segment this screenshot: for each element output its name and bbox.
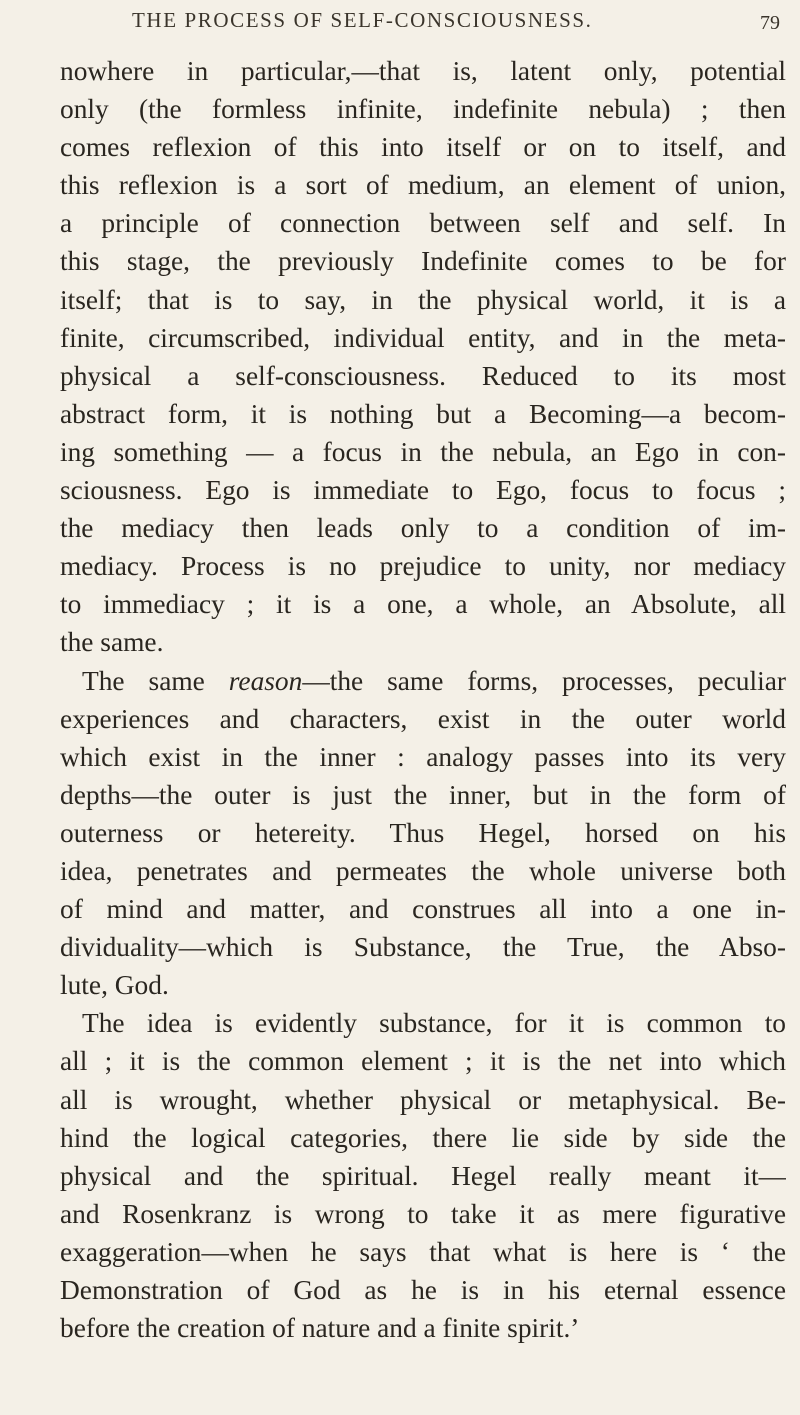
running-title: THE PROCESS OF SELF-CONSCIOUSNESS. <box>132 8 593 32</box>
paragraph <box>60 1004 786 1347</box>
text-line: dividuality—which is Substance, the True, the Abso- <box>60 932 786 963</box>
body-text <box>60 52 786 1347</box>
text-line-first <box>60 662 786 700</box>
text-line: the mediacy then leads only to a condition of im- <box>60 513 786 544</box>
text-line: to immediacy ; it is a one, a whole, an Absolute, all <box>60 589 786 620</box>
text-line: before the creation of nature and a finite spirit.’ <box>60 1313 580 1344</box>
text-run: —the same forms, processes, peculiar <box>302 665 786 696</box>
text-line: of mind and matter, and construes all into a one in- <box>60 894 786 925</box>
text-line: depths—the outer is just the inner, but in the form of <box>60 779 786 810</box>
italic-word: reason <box>228 665 303 696</box>
text-run: The same <box>82 665 229 696</box>
text-line: the same. <box>60 627 164 658</box>
text-line: this reflexion is a sort of medium, an element of union, <box>60 170 786 201</box>
text-line: only (the formless infinite, indefinite nebula) ; then <box>60 94 786 125</box>
text-line: The idea is evidently substance, for it is common to <box>82 1008 786 1039</box>
text-line: a principle of connection between self and self. In <box>60 208 786 239</box>
text-line: itself; that is to say, in the physical world, it is a <box>60 284 786 315</box>
text-line: comes reflexion of this into itself or on to itself, and <box>60 132 786 163</box>
text-line: abstract form, it is nothing but a Becoming—a becom- <box>60 398 786 429</box>
text-line: outerness or hetereity. Thus Hegel, horsed on his <box>60 817 786 848</box>
text-line: all is wrought, whether physical or metaphysical. Be- <box>60 1084 786 1115</box>
text-line: sciousness. Ego is immediate to Ego, focus to focus ; <box>60 475 786 506</box>
paragraph <box>60 52 786 662</box>
text-line: lute, God. <box>60 970 169 1001</box>
text-line: hind the logical categories, there lie side by side the <box>60 1122 786 1153</box>
text-line: physical a self-consciousness. Reduced to its most <box>60 360 786 391</box>
text-line: idea, penetrates and permeates the whole universe both <box>60 855 786 886</box>
text-line: and Rosenkranz is wrong to take it as mere figurative <box>60 1198 786 1229</box>
text-line: experiences and characters, exist in the outer world <box>60 703 786 734</box>
text-line: which exist in the inner : analogy passes into its very <box>60 741 786 772</box>
text-line: nowhere in particular,—that is, latent only, potential <box>60 56 786 86</box>
text-line: all ; it is the common element ; it is the net into which <box>60 1046 786 1077</box>
text-line: finite, circumscribed, individual entity, and in the meta- <box>60 322 786 353</box>
text-line: Demonstration of God as he is in his eternal essence <box>60 1275 786 1305</box>
page-number: 79 <box>760 12 780 34</box>
running-head <box>60 8 780 42</box>
text-line: this stage, the previously Indefinite comes to be for <box>60 246 786 277</box>
text-line: physical and the spiritual. Hegel really meant it— <box>60 1160 786 1191</box>
text-line: exaggeration—when he says that what is here is ‘ the <box>60 1236 786 1267</box>
text-line: mediacy. Process is no prejudice to unity, nor mediacy <box>60 551 786 582</box>
text-line: ing something — a focus in the nebula, an Ego in con- <box>60 436 786 467</box>
paragraph <box>60 662 786 1005</box>
